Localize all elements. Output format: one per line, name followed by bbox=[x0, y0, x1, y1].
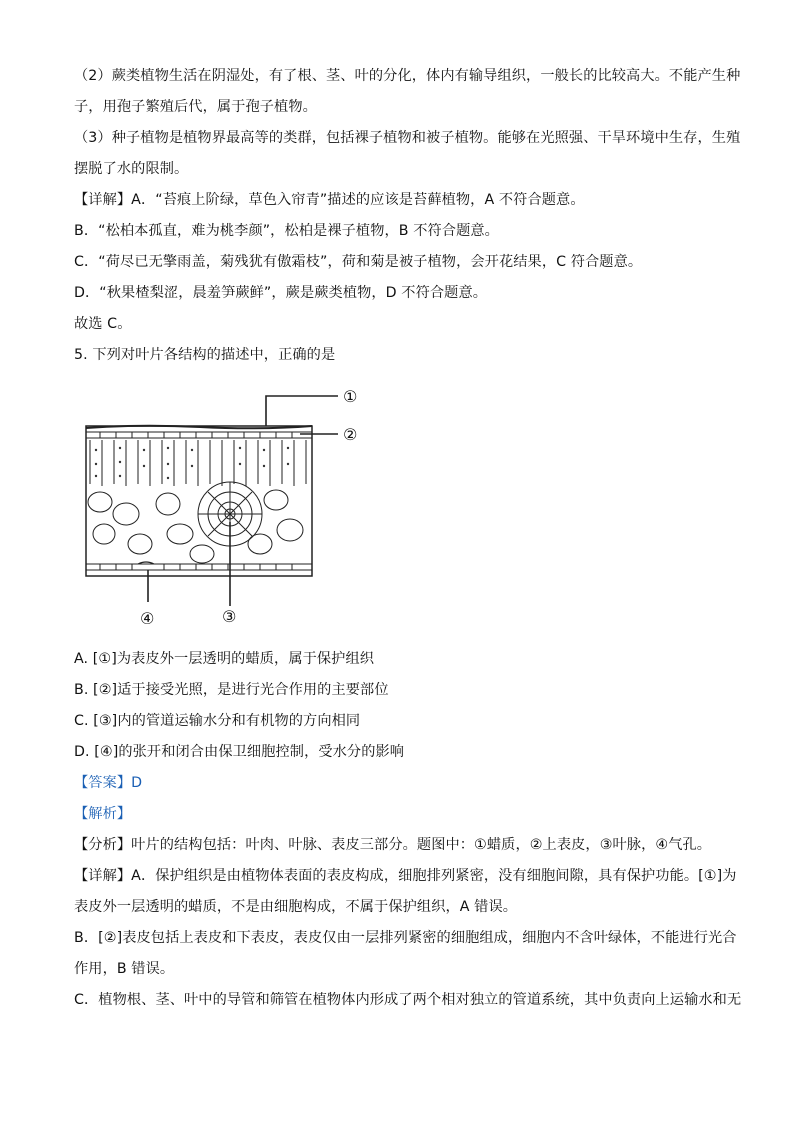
figure-label-1: ① bbox=[343, 387, 358, 406]
text-line: 【分析】叶片的结构包括：叶肉、叶脉、表皮三部分。题图中：①蜡质，②上表皮，③叶脉，④气孔。 bbox=[74, 837, 712, 853]
text-line: 故选 C。 bbox=[74, 316, 132, 332]
option-c: C. [③]内的管道运输水分和有机物的方向相同 bbox=[74, 713, 361, 729]
text-line: B．[②]表皮包括上表皮和下表皮，表皮仅由一层排列紧密的细胞组成，细胞内不含叶绿体，不能进行光合 bbox=[74, 930, 737, 946]
text-line: 【详解】A．保护组织是由植物体表面的表皮构成，细胞排列紧密，没有细胞间隙，具有保护功能。[①]为 bbox=[74, 868, 737, 884]
text-line: C．“荷尽已无擎雨盖，菊残犹有傲霜枝”，荷和菊是被子植物，会开花结果，C 符合题意。 bbox=[74, 254, 643, 270]
answer-line: 【答案】D bbox=[74, 775, 143, 791]
text-line: 子，用孢子繁殖后代，属于孢子植物。 bbox=[74, 99, 317, 115]
text-line: （2）蕨类植物生活在阴湿处，有了根、茎、叶的分化，体内有输导组织，一般长的比较高大。不能产生种 bbox=[74, 68, 741, 84]
option-a: A. [①]为表皮外一层透明的蜡质，属于保护组织 bbox=[74, 651, 375, 667]
figure-label-2: ② bbox=[343, 425, 358, 444]
text-line: 表皮外一层透明的蜡质，不是由细胞构成，不属于保护组织，A 错误。 bbox=[74, 899, 518, 915]
text-line: D．“秋果楂梨涩，晨羞笋蕨鲜”，蕨是蕨类植物，D 不符合题意。 bbox=[74, 285, 488, 301]
text-line: 摆脱了水的限制。 bbox=[74, 161, 189, 177]
leaf-cross-section-figure bbox=[80, 384, 380, 624]
option-d: D. [④]的张开和闭合由保卫细胞控制，受水分的影响 bbox=[74, 744, 405, 760]
text-line: 【详解】A．“苔痕上阶绿，草色入帘青”描述的应该是苔藓植物，A 不符合题意。 bbox=[74, 192, 585, 208]
analysis-heading: 【解析】 bbox=[74, 806, 132, 822]
text-line: B．“松柏本孤直，难为桃李颜”，松柏是裸子植物，B 不符合题意。 bbox=[74, 223, 499, 239]
option-b: B. [②]适于接受光照，是进行光合作用的主要部位 bbox=[74, 682, 389, 698]
text-line: C．植物根、茎、叶中的导管和筛管在植物体内形成了两个相对独立的管道系统，其中负责向上运输水和无 bbox=[74, 992, 742, 1008]
question-title: 5. 下列对叶片各结构的描述中，正确的是 bbox=[74, 347, 336, 363]
figure-label-3: ③ bbox=[222, 607, 237, 624]
text-line: 作用，B 错误。 bbox=[74, 961, 175, 977]
figure-label-4: ④ bbox=[140, 609, 155, 624]
text-line: （3）种子植物是植物界最高等的类群，包括裸子植物和被子植物。能够在光照强、干旱环境中生存，生殖 bbox=[74, 130, 741, 146]
